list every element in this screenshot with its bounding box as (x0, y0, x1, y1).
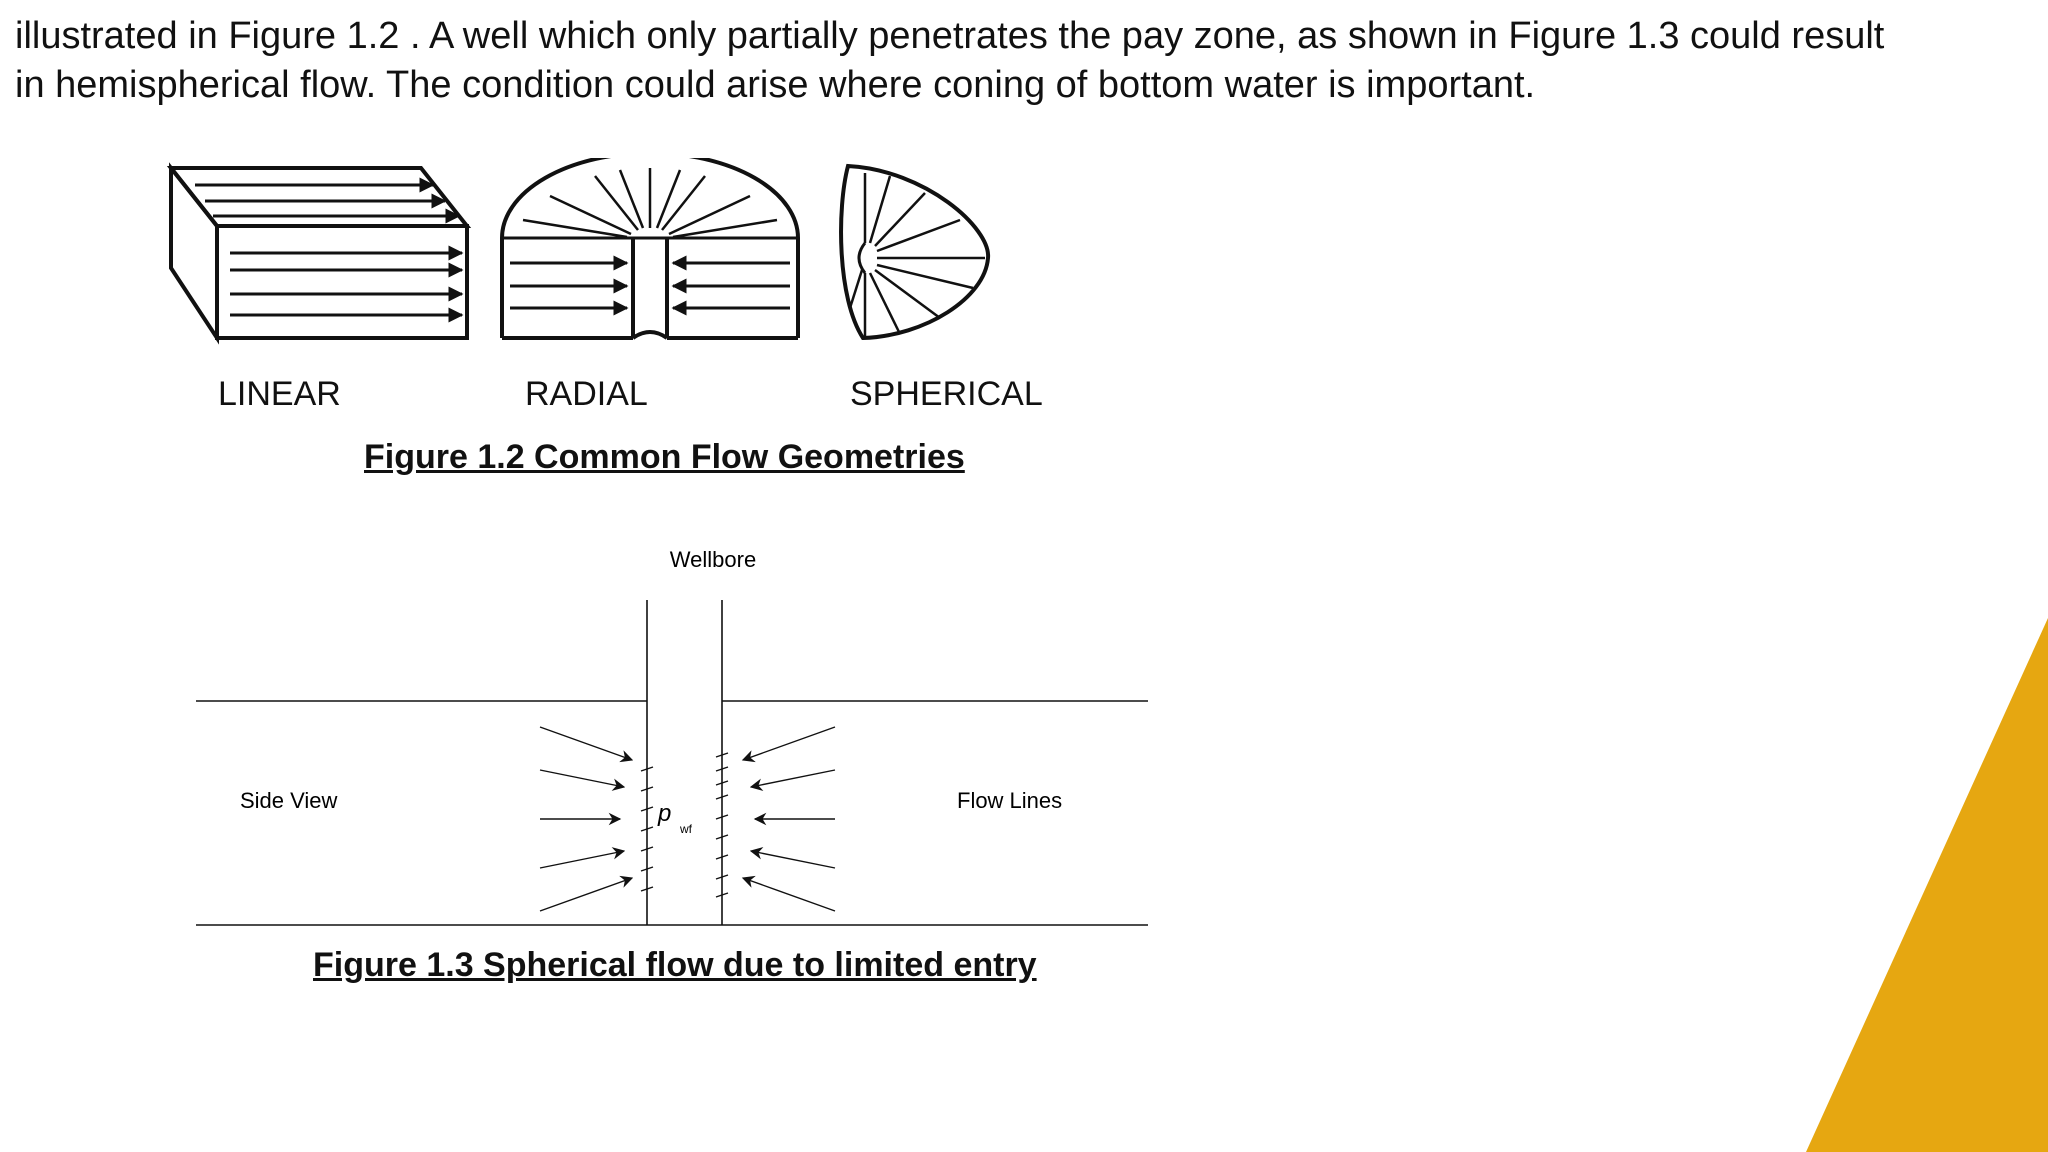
wellbore-drawing (647, 600, 722, 925)
pressure-symbol: p (658, 800, 672, 827)
intro-line-2: in hemispherical flow. The condition could arise where coning of bottom water is important. (15, 64, 1536, 106)
pressure-subscript: wf (680, 822, 692, 836)
accent-triangle (1806, 618, 2048, 1152)
intro-paragraph (15, 12, 1885, 110)
limited-entry-figure (190, 535, 1160, 935)
linear-flow-drawing (171, 168, 467, 338)
wellbore-label: Wellbore (669, 547, 757, 572)
radial-flow-drawing (502, 158, 798, 338)
side-view-label: Side View (240, 788, 338, 813)
figure-1-3-caption: Figure 1.3 Spherical flow due to limited entry (313, 946, 1037, 984)
intro-line-1: illustrated in Figure 1.2 . A well which only partially penetrates the pay zone, as shown in Figure 1.3 could result (15, 15, 1885, 57)
spherical-flow-drawing (841, 166, 988, 338)
figure-1-2-caption: Figure 1.2 Common Flow Geometries (364, 438, 965, 476)
radial-label: RADIAL (525, 375, 648, 413)
flow-geometries-figure (165, 158, 1015, 358)
linear-label: LINEAR (218, 375, 341, 413)
flow-line-arrows (540, 727, 835, 911)
spherical-label: SPHERICAL (850, 375, 1043, 413)
pay-zone-boundaries (196, 701, 1148, 925)
flow-lines-label: Flow Lines (957, 788, 1063, 813)
